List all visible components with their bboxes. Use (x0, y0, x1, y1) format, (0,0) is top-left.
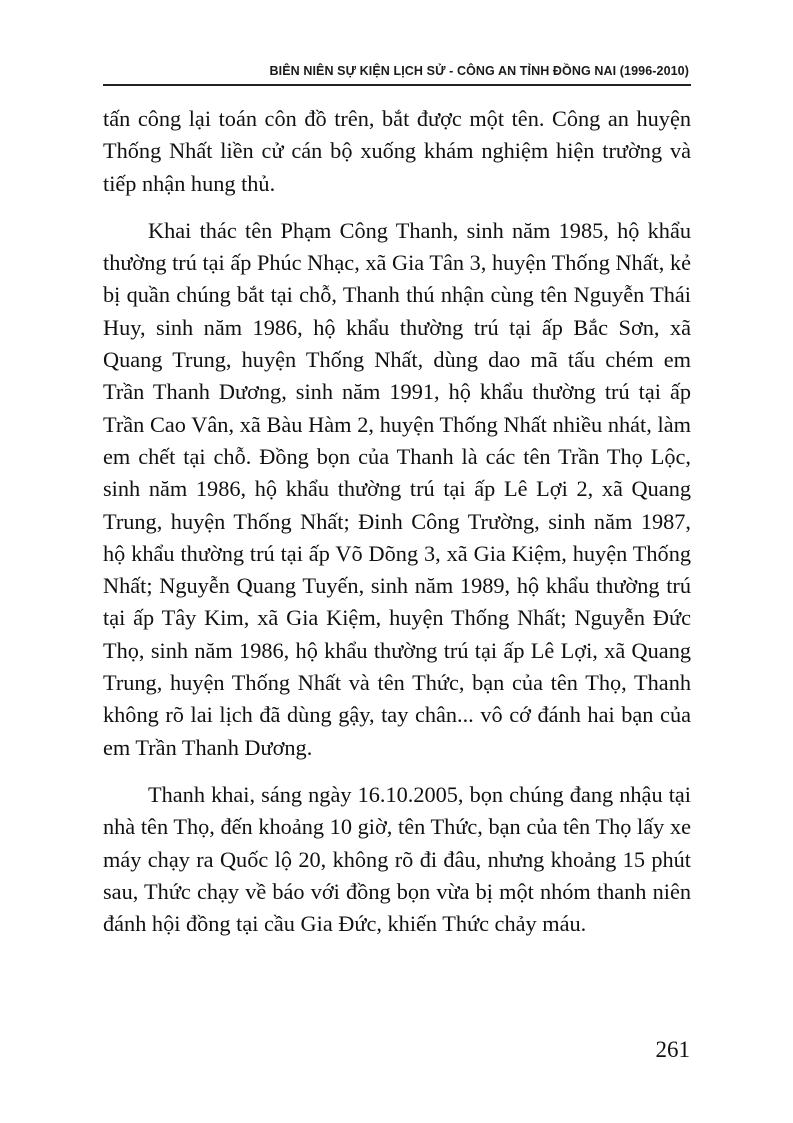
paragraph-continuation: tấn công lại toán côn đồ trên, bắt được một tên. Công an huyện Thống Nhất liền cử cán bộ xuống khám nghiệm hiện trường và tiếp nhận hung thủ. (103, 106, 691, 196)
paragraph: Khai thác tên Phạm Công Thanh, sinh năm 1985, hộ khẩu thường trú tại ấp Phúc Nhạc, xã Gia Tân 3, huyện Thống Nhất, kẻ bị quần chúng bắt tại chỗ, Thanh thú nhận cùng tên Nguyễn Thái Huy, sinh năm 1986, hộ khẩu thường trú tại ấp Bắc Sơn, xã Quang Trung, huyện Thống Nhất, dùng dao mã tấu chém em Trần Thanh Dương, sinh năm 1991, hộ khẩu thường trú tại ấp Trần Cao Vân, xã Bàu Hàm 2, huyện Thống Nhất nhiều nhát, làm em chết tại chỗ. Đồng bọn của Thanh là các tên Trần Thọ Lộc, sinh năm 1986, hộ khẩu thường trú tại ấp Lê Lợi 2, xã Quang Trung, huyện Thống Nhất; Đinh Công Trường, sinh năm 1987, hộ khẩu thường trú tại ấp Võ Dõng 3, xã Gia Kiệm, huyện Thống Nhất; Nguyễn Quang Tuyến, sinh năm 1989, hộ khẩu thường trú tại ấp Tây Kim, xã Gia Kiệm, huyện Thống Nhất; Nguyễn Đức Thọ, sinh năm 1986, hộ khẩu thường trú tại ấp Lê Lợi, xã Quang Trung, huyện Thống Nhất và tên Thức, bạn của tên Thọ, Thanh không rõ lai lịch đã dùng gậy, tay chân... vô cớ đánh hai bạn của em Trần Thanh Dương. (103, 217, 691, 760)
page-number: 261 (655, 1037, 690, 1062)
running-header: BIÊN NIÊN SỰ KIỆN LỊCH SỬ - CÔNG AN TỈNH ĐỒNG NAI (1996-2010) (269, 64, 689, 78)
paragraph: Thanh khai, sáng ngày 16.10.2005, bọn chúng đang nhậu tại nhà tên Thọ, đến khoảng 10 giờ, tên Thức, bạn của tên Thọ lấy xe máy chạy ra Quốc lộ 20, không rõ đi đâu, nhưng khoảng 15 phút sau, Thức chạy về báo với đồng bọn vừa bị một nhóm thanh niên đánh hội đồng tại cầu Gia Đức, khiến Thức chảy máu. (103, 781, 691, 937)
body-text (103, 103, 691, 940)
header-rule (103, 84, 691, 86)
